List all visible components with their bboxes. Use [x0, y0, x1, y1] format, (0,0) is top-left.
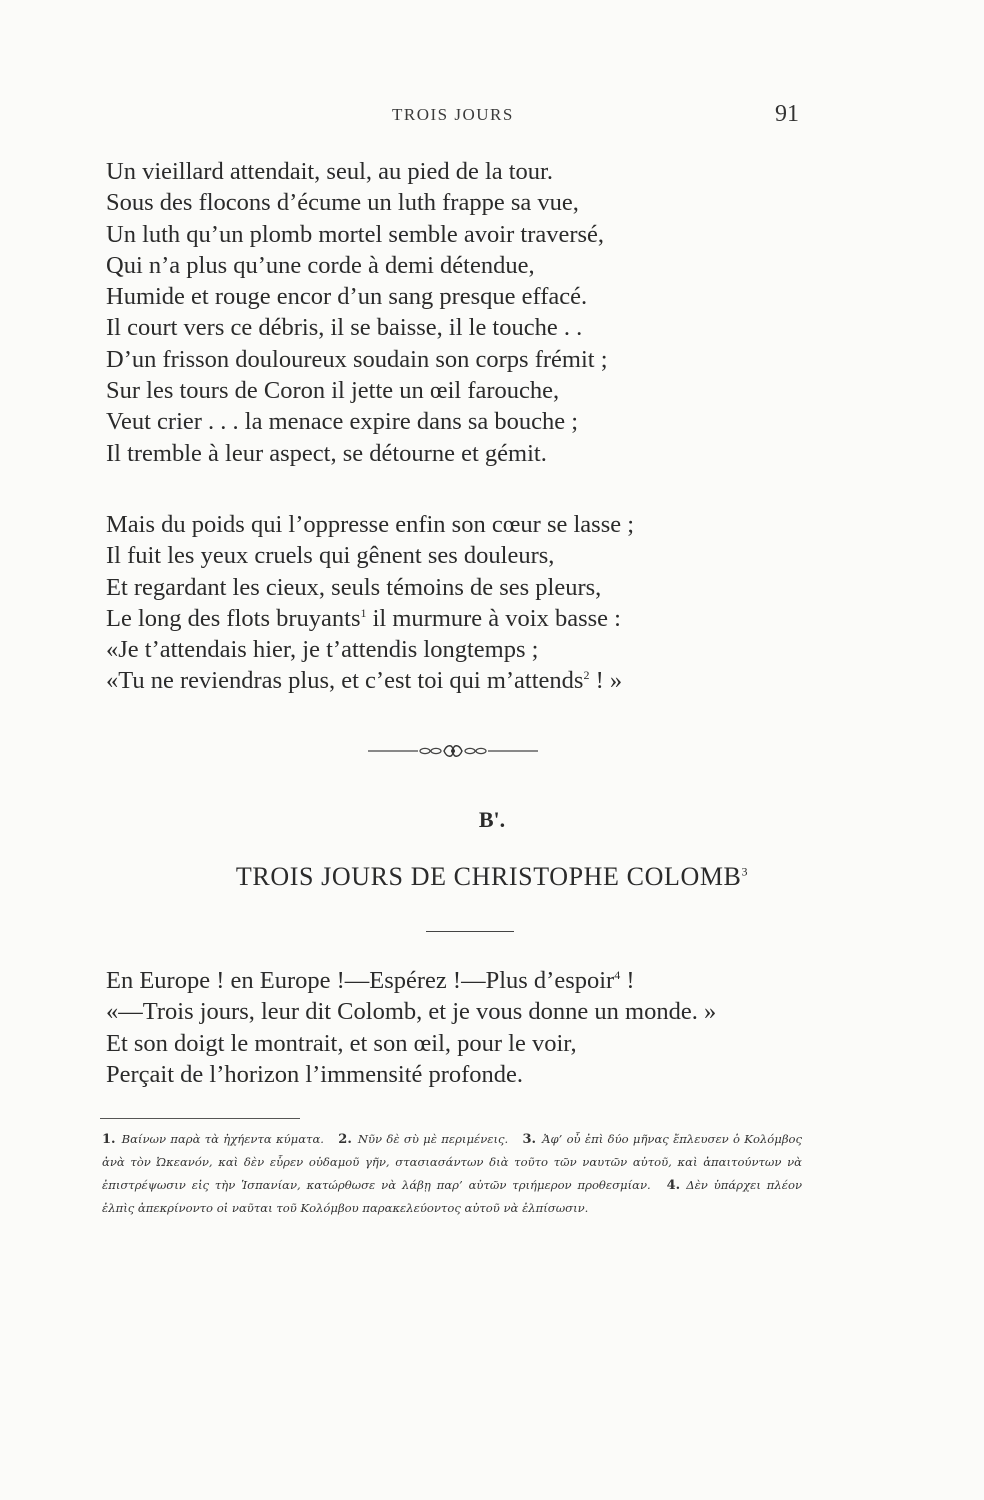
verse-line: Et son doigt le montrait, et son œil, pour le voir,	[106, 1029, 577, 1057]
verse-line	[106, 965, 806, 996]
verse-line: D’un frisson douloureux soudain son corps frémit ;	[106, 345, 608, 373]
verse-line: Et regardant les cieux, seuls témoins de ses pleurs,	[106, 573, 602, 601]
verse-line: Qui n’a plus qu’une corde à demi détendue,	[106, 251, 535, 279]
footnote-text: Δὲν ὑπάρχει πλέον ἐλπὶς ἀπεκρίνοντο οἱ ναῦται τοῦ Κολόμβου παρακελεύοντος αὐτοῦ νὰ ἐλπίσωσιν.	[102, 1177, 802, 1215]
verse-line: Un luth qu’un plomb mortel semble avoir traversé,	[106, 220, 605, 248]
verse-text: il murmure à voix basse :	[366, 604, 621, 632]
section-letter: B'.	[478, 807, 506, 832]
page-number: 91	[775, 101, 799, 127]
footnote-rule	[100, 1118, 300, 1119]
section-title-text: TROIS JOURS DE CHRISTOPHE COLOMB	[235, 862, 742, 891]
footnote-number: 4.	[666, 1177, 681, 1193]
verse-text: «Tu ne reviendras plus, et c’est toi qui m’attends	[106, 667, 584, 695]
verse-text: ! »	[589, 667, 623, 695]
verse-line: Mais du poids qui l’oppresse enfin son cœur se lasse ;	[106, 511, 635, 538]
footnote-marker: 3	[741, 864, 749, 879]
footnote-marker: 4	[614, 967, 621, 982]
stanza-2	[106, 509, 806, 697]
footnote-marker: 2	[583, 668, 590, 683]
verse-line: «Je t’attendais hier, je t’attendis longtemps ;	[106, 636, 539, 664]
verse-text: Le long des flots bruyants	[106, 604, 361, 632]
verse-line: Un vieillard attendait, seul, au pied de la tour.	[106, 158, 553, 185]
running-title: TROIS JOURS	[392, 105, 514, 124]
verse-line: Humide et rouge encor d’un sang presque effacé.	[106, 283, 588, 311]
stanza-1	[106, 156, 806, 469]
footnotes	[102, 1128, 802, 1219]
footnote-number: 2.	[338, 1132, 352, 1147]
verse-line: «—Trois jours, leur dit Colomb, et je vous donne un monde. »	[106, 998, 717, 1026]
footnote-text: Ἀφ’ οὗ ἐπὶ δύο μῆνας ἔπλευσεν ὁ Κολόμβος ἀνὰ τὸν Ὠκεανόν, καὶ δὲν εὗρεν οὐδαμοῦ γῆν, στασιασάντων διὰ τοῦτο τῶν ναυτῶν αὐτοῦ, καὶ ἀπαιτούντων νὰ ἐπιστρέψωσιν εἰς τὴν Ἱσπανίαν, κατώρθωσε νὰ λάβῃ παρ’ αὐτῶν τριήμερον προθεσμίαν.	[102, 1132, 802, 1192]
stanza-3	[106, 965, 806, 1090]
footnote	[102, 1132, 324, 1146]
ornament-divider-icon	[368, 740, 538, 762]
verse-line: Sur les tours de Coron il jette un œil farouche,	[106, 377, 560, 405]
footnote-marker: 1	[360, 605, 367, 620]
footnote-number: 3.	[522, 1132, 537, 1147]
footnote-text: Νῦν δὲ σὺ μὲ περιμένεις.	[357, 1132, 509, 1146]
verse-line	[106, 603, 806, 634]
verse-line: Il fuit les yeux cruels qui gênent ses douleurs,	[106, 542, 555, 570]
verse-text: !	[620, 967, 635, 994]
footnote-number: 1.	[102, 1132, 116, 1147]
verse-line: Il court vers ce débris, il se baisse, il le touche . .	[106, 314, 583, 342]
footnote-text: Βαίνων παρὰ τὰ ἠχήεντα κύματα.	[121, 1132, 324, 1146]
verse-line: Il tremble à leur aspect, se détourne et gémit.	[106, 439, 547, 467]
running-head	[0, 103, 984, 127]
verse-line: Veut crier . . . la menace expire dans sa bouche ;	[106, 408, 579, 436]
title-rule	[426, 931, 514, 932]
footnote	[338, 1132, 508, 1146]
verse-line: Perçait de l’horizon l’immensité profonde.	[106, 1060, 524, 1088]
verse-line: Sous des flocons d’écume un luth frappe sa vue,	[106, 189, 579, 217]
verse-line	[106, 665, 806, 696]
verse-text: En Europe ! en Europe !—Espérez !—Plus d’espoir	[106, 967, 615, 994]
section-title	[0, 862, 984, 892]
